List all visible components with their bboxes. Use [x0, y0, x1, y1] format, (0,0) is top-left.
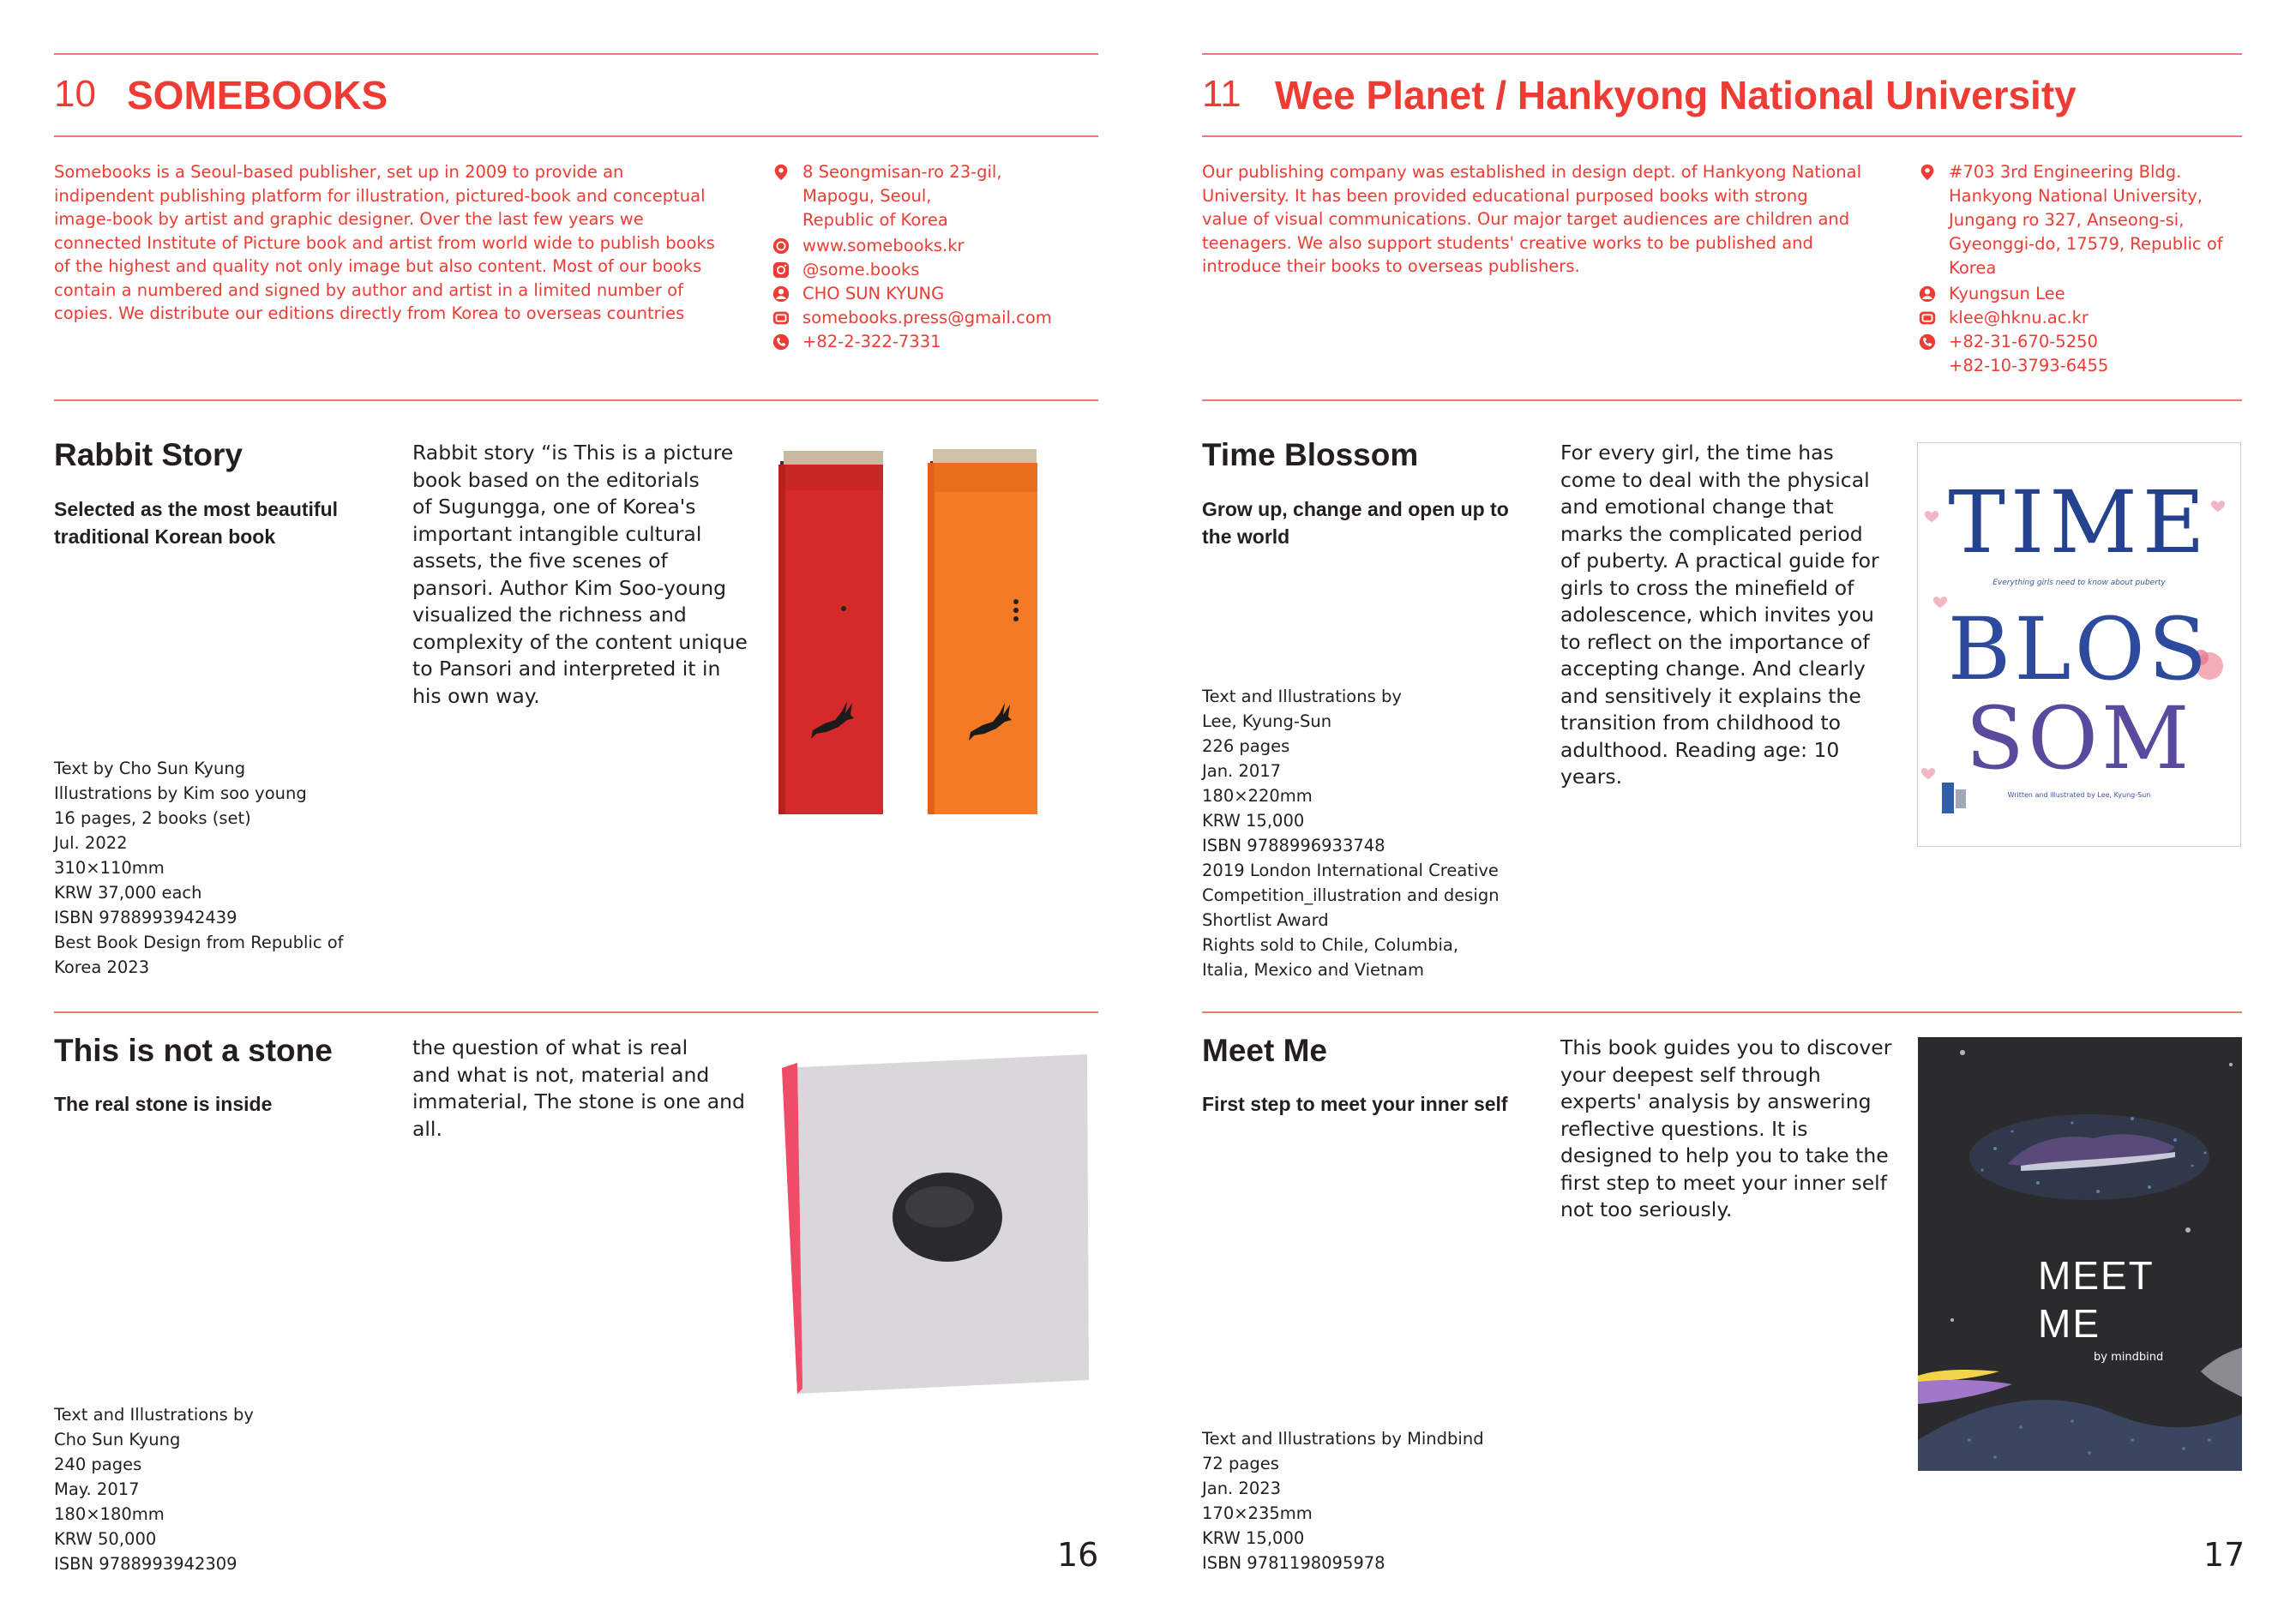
- book-subtitle: First step to meet your inner self: [1202, 1093, 1508, 1115]
- book-subtitle: Selected as the most beautiful traditional Korean book: [54, 498, 339, 548]
- book-title: This is not a stone: [54, 1033, 333, 1068]
- mail-icon: [1918, 306, 1949, 330]
- book-subtitle: Grow up, change and open up to the world: [1202, 498, 1509, 548]
- person-icon: [772, 282, 802, 306]
- not-a-stone-book-image: [772, 1044, 1097, 1395]
- book-description: For every girl, the time has come to deal with the physical and emotional change that marks the complicated period of puberty. A practical guide for girls to cross the minefield of adolescence, which invites you to reflect on the importance of accepting change. And clearly and sensitively it explains the transition from childhood to adulthood. Reading age: 10 years.: [1560, 441, 1879, 789]
- contact-person: Kyungsun Lee: [1918, 282, 2244, 306]
- website-link[interactable]: www.somebooks.kr: [772, 234, 1097, 258]
- page-number: 17: [2203, 1536, 2245, 1574]
- cover-title-line3: SOM: [1965, 688, 2193, 789]
- email-link[interactable]: klee@hknu.ac.kr: [1918, 306, 2244, 330]
- cover-title-line2: ME: [2038, 1301, 2101, 1346]
- page-number: 16: [1057, 1536, 1099, 1574]
- phone-icon: [1918, 330, 1949, 354]
- cover-credit: Written and illustrated by Lee, Kyung-Sun: [2007, 791, 2151, 799]
- header-rule-right: [1202, 135, 2242, 137]
- top-rule-left: [54, 53, 1098, 55]
- cover-title-line2: BLOS: [1947, 599, 2211, 699]
- phone-link[interactable]: +82-31-670-5250 +82-10-3793-6455: [1918, 330, 2244, 378]
- location-icon: [1918, 160, 1949, 184]
- contact-person: CHO SUN KYUNG: [772, 282, 1097, 306]
- section-rule-right-1: [1202, 399, 2242, 401]
- mail-icon: [772, 306, 802, 330]
- book-title: Rabbit Story: [54, 437, 243, 472]
- book-meta: Text and Illustrations by Mindbind 72 pages Jan. 2023 170×235mm KRW 15,000 ISBN 9781198095978: [1202, 1429, 1484, 1573]
- book-meta: Text and Illustrations by Cho Sun Kyung 240 pages May. 2017 180×180mm KRW 50,000 ISBN 9788993942309: [54, 1405, 254, 1574]
- publisher-intro: Our publishing company was established in design dept. of Hankyong National University. It has been provided educational purposed books with strong value of visual communications. Our major target audiences are children and teenagers. We also support students' creative works to be published and introduce their books to overseas publishers.: [1202, 162, 1862, 276]
- book-description: This book guides you to discover your deepest self through experts' analysis by answering reflective questions. It is designed to help you to take the first step to meet your inner self not too seriously.: [1560, 1035, 1892, 1221]
- instagram-link[interactable]: @some.books: [772, 258, 1097, 282]
- instagram-icon: [772, 258, 802, 282]
- book-description: the question of what is real and what is not, material and immaterial, The stone is one and all.: [412, 1035, 745, 1141]
- phone-link[interactable]: +82-2-322-7331: [772, 330, 1097, 354]
- rabbit-story-book-image: [772, 446, 1063, 819]
- section-rule-left-1: [54, 399, 1098, 401]
- phone-icon: [772, 330, 802, 354]
- publisher-name: SOMEBOOKS: [127, 73, 388, 117]
- book-subtitle: The real stone is inside: [54, 1093, 273, 1115]
- top-rule-right: [1202, 53, 2242, 55]
- cover-byline: by mindbind: [2094, 1351, 2164, 1364]
- book-meta: Text and Illustrations by Lee, Kyung-Sun 226 pages Jan. 2017 180×220mm KRW 15,000 ISBN 9788996933748 2019 London International Creative Competition_illustration and design Shortlist Award Rights sold to Chile, Columbia, Italia, Mexico and Vietnam: [1202, 687, 1500, 980]
- cover-tagline: Everything girls need to know about puberty: [1992, 579, 2166, 587]
- book-title: Time Blossom: [1202, 437, 1419, 472]
- cover-title-line1: MEET: [2038, 1253, 2155, 1298]
- book-description: Rabbit story “is This is a picture book based on the editorials of Sugungga, one of Korea's important intangible cultural assets, the five scenes of pansori. Author Kim Soo-young visualized the richness and complexity of the content unique to Pansori and interpreted it in his own way.: [412, 441, 748, 708]
- publisher-name: Wee Planet / Hankyong National University: [1275, 73, 2077, 117]
- web-icon: [772, 234, 802, 258]
- address: #703 3rd Engineering Bldg. Hankyong National University, Jungang ro 327, Anseong-si, Gyeonggi-do, 17579, Republic of Korea: [1918, 160, 2244, 280]
- publisher-intro: Somebooks is a Seoul-based publisher, set up in 2009 to provide an indipendent publishing platform for illustration, pictured-book and conceptual image-book by artist and graphic designer. Over the last few years we connected Institute of Picture book and artist from world wide to publish books of the highest and quality not only image but also content. Most of our books contain a numbered and signed by author and artist in a limited number of copies. We distribute our editions directly from Korea to overseas countries: [54, 162, 715, 323]
- address: 8 Seongmisan-ro 23-gil, Mapogu, Seoul, Republic of Korea: [772, 160, 1097, 232]
- contact-block: [772, 160, 1097, 354]
- publisher-number: 10: [54, 73, 96, 115]
- location-icon: [772, 160, 802, 184]
- publisher-number: 11: [1202, 73, 1241, 115]
- meet-me-cover: [1918, 1037, 2242, 1471]
- header-rule-left: [54, 135, 1098, 137]
- email-link[interactable]: somebooks.press@gmail.com: [772, 306, 1097, 330]
- book-title: Meet Me: [1202, 1033, 1327, 1068]
- section-rule-right-2: [1202, 1011, 2242, 1013]
- section-rule-left-2: [54, 1011, 1098, 1013]
- book-meta: Text by Cho Sun Kyung Illustrations by Kim soo young 16 pages, 2 books (set) Jul. 2022 310×110mm KRW 37,000 each ISBN 9788993942439 Best Book Design from Republic of Korea 2023: [54, 759, 344, 977]
- time-blossom-cover: [1917, 442, 2241, 847]
- cover-title-line1: TIME: [1948, 472, 2210, 573]
- person-icon: [1918, 282, 1949, 306]
- contact-block: [1918, 160, 2244, 378]
